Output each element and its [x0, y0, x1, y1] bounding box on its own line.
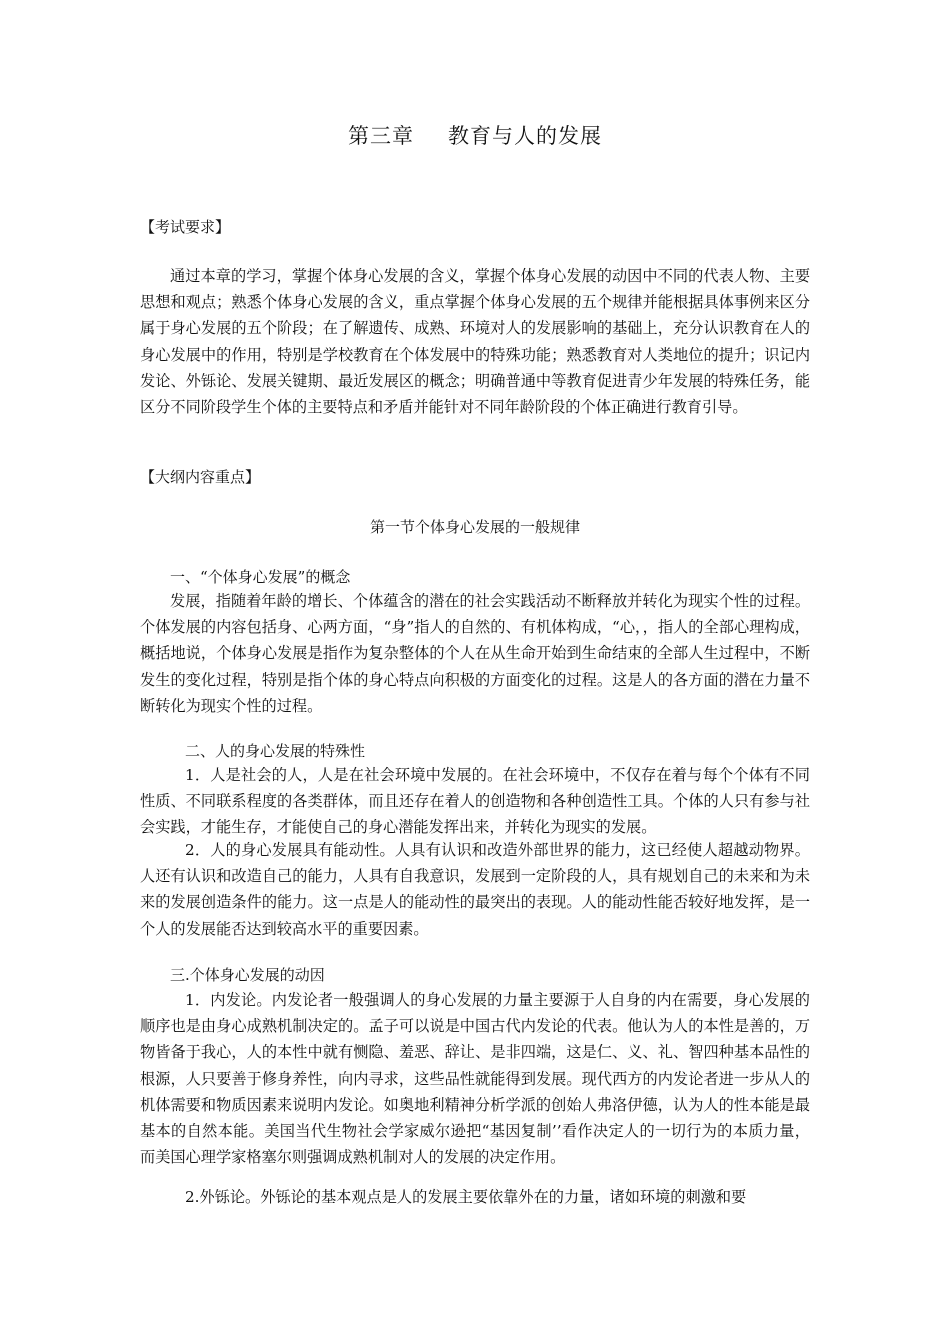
part1-text: 发展，指随着年龄的增长、个体蕴含的潜在的社会实践活动不断释放并转化为现实个性的过程。个体发展的内容包括身、心两方面，“身”指人的自然的、有机体构成，“心，，指人的全部心理构成，概括地说，个体身心发展是指作为复杂整体的个人在从生命开始到生命结束的全部人生过程中，不断发生的变化过程，特别是指个体的身心特点向积极的方面变化的过程。这是人的各方面的潜在力量不断转化为现实个性的过程。	[140, 592, 810, 715]
part1-heading: 一、“个体身心发展”的概念	[170, 568, 351, 586]
section-title: 第一节个体身心发展的一般规律	[369, 518, 580, 536]
exam-requirements-heading: 【考试要求】	[140, 218, 231, 236]
exam-requirements-text: 通过本章的学习，掌握个体身心发展的含义，掌握个体身心发展的动因中不同的代表人物、主要思想和观点；熟悉个体身心发展的含义，重点掌握个体身心发展的五个规律并能根据具体事例来区分属于身心发展的五个阶段；在了解遗传、成熟、环境对人的发展影响的基础上，充分认识教育在人的身心发展中的作用，特别是学校教育在个体发展中的特殊功能；熟悉教育对人类地位的提升；识记内发论、外铄论、发展关键期、最近发展区的概念；明确普通中等教育促进青少年发展的特殊任务，能区分不同阶段学生个体的主要特点和矛盾并能针对不同年龄阶段的个体正确进行教育引导。	[140, 267, 810, 417]
chapter-name: 教育与人的发展	[448, 124, 602, 148]
chapter-number: 第三章	[348, 124, 414, 148]
part2-heading: 二、人的身心发展的特殊性	[185, 742, 366, 760]
part3-heading: 三.个体身心发展的动因	[170, 966, 325, 984]
part2-item2: 2．人的身心发展具有能动性。人具有认识和改造外部世界的能力，这已经使人超越动物界。人还有认识和改造自己的能力，人具有自我意识，发展到一定阶段的人，具有规划自己的未来和为未来的发展创造条件的能力。这一点是人的能动性的最突出的表现。人的能动性能否较好地发挥，是一个人的发展能否达到较高水平的重要因素。	[140, 841, 810, 938]
part3-item1: 1．内发论。内发论者一般强调人的身心发展的力量主要源于人自身的内在需要，身心发展的顺序也是由身心成熟机制决定的。孟子可以说是中国古代内发论的代表。他认为人的本性是善的，万物皆备于我心，人的本性中就有恻隐、羞恶、辞让、是非四端，这是仁、义、礼、智四种基本品性的根源，人只要善于修身养性，向内寻求，这些品性就能得到发展。现代西方的内发论者进一步从人的机体需要和物质因素来说明内发论。如奥地利精神分析学派的创始人弗洛伊德，认为人的性本能是最基本的自然本能。美国当代生物社会学家威尔逊把“基因复制’’看作决定人的一切行为的本质力量，而美国心理学家格塞尔则强调成熟机制对人的发展的决定作用。	[140, 991, 810, 1167]
part3-item2: 2.外铄论。外铄论的基本观点是人的发展主要依靠外在的力量，诸如环境的刺激和要	[185, 1188, 747, 1206]
outline-heading: 【大纲内容重点】	[140, 468, 261, 486]
chapter-title	[0, 122, 950, 150]
part2-item1: 1．人是社会的人，人是在社会环境中发展的。在社会环境中，不仅存在着与每个个体有不同性质、不同联系程度的各类群体，而且还存在着人的创造物和各种创造性工具。个体的人只有参与社会实践，才能生存，才能使自己的身心潜能发挥出来，并转化为现实的发展。	[140, 766, 810, 837]
